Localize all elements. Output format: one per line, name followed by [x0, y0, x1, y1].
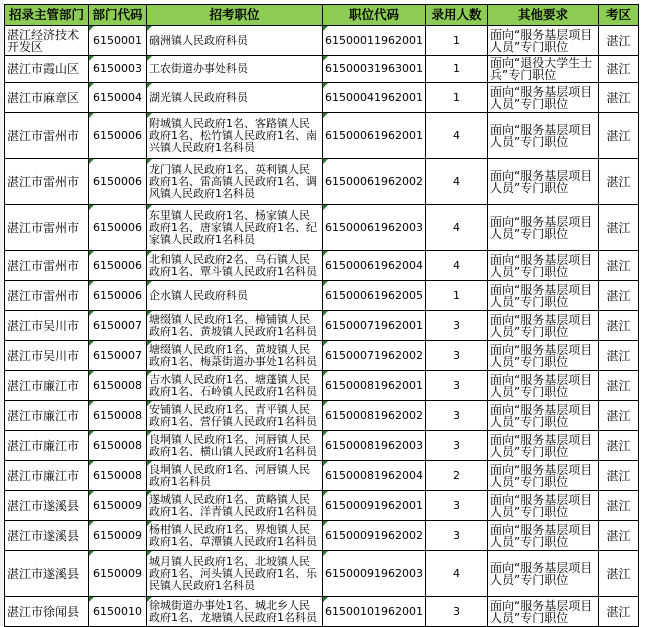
cell-position[interactable]: 龙门镇人民政府1名、英利镇人民政府1名、雷高镇人民政府1名、调风镇人民政府1名科员 [147, 159, 323, 205]
table-row [5, 83, 639, 113]
cell-position-code[interactable]: 61500011962001 [323, 26, 426, 56]
recruitment-table [4, 4, 639, 627]
cell-count[interactable]: 3 [425, 401, 487, 431]
cell-position[interactable]: 杨柑镇人民政府1名、界炮镇人民政府1名、草潭镇人民政府1名科员 [147, 521, 323, 551]
cell-position-code[interactable]: 61500081962003 [323, 431, 426, 461]
cell-count[interactable]: 4 [425, 251, 487, 281]
cell-dept-code[interactable]: 6150006 [89, 113, 147, 159]
table-row [5, 341, 639, 371]
cell-count[interactable]: 3 [425, 431, 487, 461]
cell-requirements[interactable]: 面向“退役大学生士兵”专门职位 [487, 56, 598, 83]
cell-dept[interactable]: 湛江市吴川市 [5, 311, 89, 341]
cell-position[interactable]: 东里镇人民政府1名、杨家镇人民政府1名、唐家镇人民政府1名、纪家镇人民政府1名科员 [147, 205, 323, 251]
cell-position[interactable]: 湖光镇人民政府科员 [147, 83, 323, 113]
cell-requirements[interactable]: 面向“服务基层项目人员”专门职位 [487, 401, 598, 431]
table-row [5, 491, 639, 521]
cell-count[interactable]: 3 [425, 371, 487, 401]
header-position-code[interactable]: 职位代码 [323, 5, 426, 26]
cell-requirements[interactable]: 面向“服务基层项目人员”专门职位 [487, 83, 598, 113]
cell-position[interactable]: 硇洲镇人民政府科员 [147, 26, 323, 56]
cell-position-code[interactable]: 61500101962001 [323, 597, 426, 627]
cell-position[interactable]: 北和镇人民政府2名、乌石镇人民政府1名、覃斗镇人民政府1名科员 [147, 251, 323, 281]
cell-area[interactable]: 湛江 [598, 159, 638, 205]
cell-requirements[interactable]: 面向“服务基层项目人员”专门职位 [487, 341, 598, 371]
cell-dept[interactable]: 湛江市廉江市 [5, 401, 89, 431]
cell-area[interactable]: 湛江 [598, 491, 638, 521]
cell-dept[interactable]: 湛江市雷州市 [5, 159, 89, 205]
cell-dept[interactable]: 湛江市遂溪县 [5, 551, 89, 597]
header-dept-code[interactable]: 部门代码 [89, 5, 147, 26]
cell-dept[interactable]: 湛江市廉江市 [5, 461, 89, 491]
cell-count[interactable]: 2 [425, 461, 487, 491]
cell-position-code[interactable]: 61500091962002 [323, 521, 426, 551]
cell-count[interactable]: 4 [425, 159, 487, 205]
cell-count[interactable]: 3 [425, 597, 487, 627]
cell-position-code[interactable]: 61500061962002 [323, 159, 426, 205]
cell-position[interactable]: 徐城街道办事处1名、城北乡人民政府1名、龙塘镇人民政府1名科员 [147, 597, 323, 627]
cell-area[interactable]: 湛江 [598, 521, 638, 551]
cell-dept-code[interactable]: 6150009 [89, 491, 147, 521]
cell-count[interactable]: 1 [425, 56, 487, 83]
cell-dept[interactable]: 湛江市吴川市 [5, 341, 89, 371]
cell-requirements[interactable]: 面向“服务基层项目人员”专门职位 [487, 597, 598, 627]
cell-position[interactable]: 良垌镇人民政府1名、河唇镇人民政府1名科员 [147, 461, 323, 491]
cell-area[interactable]: 湛江 [598, 113, 638, 159]
table-row [5, 281, 639, 311]
cell-dept-code[interactable]: 6150009 [89, 551, 147, 597]
table-row [5, 26, 639, 56]
cell-requirements[interactable]: 面向“服务基层项目人员”专门职位 [487, 371, 598, 401]
cell-area[interactable]: 湛江 [598, 431, 638, 461]
table-row [5, 251, 639, 281]
cell-dept[interactable]: 湛江市雷州市 [5, 281, 89, 311]
cell-requirements[interactable]: 面向“服务基层项目人员”专门职位 [487, 521, 598, 551]
cell-dept[interactable]: 湛江市廉江市 [5, 431, 89, 461]
cell-dept[interactable]: 湛江市麻章区 [5, 83, 89, 113]
cell-position[interactable]: 工农街道办事处科员 [147, 56, 323, 83]
table-row [5, 521, 639, 551]
table-row [5, 597, 639, 627]
cell-dept-code[interactable]: 6150008 [89, 461, 147, 491]
cell-count[interactable]: 4 [425, 205, 487, 251]
cell-requirements[interactable]: 面向“服务基层项目人员”专门职位 [487, 281, 598, 311]
cell-position-code[interactable]: 61500061962003 [323, 205, 426, 251]
cell-count[interactable]: 3 [425, 341, 487, 371]
cell-area[interactable]: 湛江 [598, 461, 638, 491]
cell-dept[interactable]: 湛江市雷州市 [5, 113, 89, 159]
cell-requirements[interactable]: 面向“服务基层项目人员”专门职位 [487, 26, 598, 56]
cell-area[interactable]: 湛江 [598, 341, 638, 371]
cell-dept-code[interactable]: 6150008 [89, 431, 147, 461]
cell-requirements[interactable]: 面向“服务基层项目人员”专门职位 [487, 461, 598, 491]
cell-count[interactable]: 3 [425, 491, 487, 521]
cell-dept[interactable]: 湛江市廉江市 [5, 371, 89, 401]
cell-count[interactable]: 4 [425, 551, 487, 597]
table-row [5, 159, 639, 205]
cell-count[interactable]: 1 [425, 281, 487, 311]
cell-area[interactable]: 湛江 [598, 311, 638, 341]
cell-area[interactable]: 湛江 [598, 83, 638, 113]
cell-dept-code[interactable]: 6150008 [89, 371, 147, 401]
cell-position-code[interactable]: 61500061962004 [323, 251, 426, 281]
cell-position[interactable]: 塘缀镇人民政府1名、樟铺镇人民政府1名、黄坡镇人民政府1名科员 [147, 311, 323, 341]
sheet-row-gutter [0, 0, 3, 627]
cell-position-code[interactable]: 61500091962003 [323, 551, 426, 597]
cell-requirements[interactable]: 面向“服务基层项目人员”专门职位 [487, 431, 598, 461]
cell-dept[interactable]: 湛江市霞山区 [5, 56, 89, 83]
cell-area[interactable]: 湛江 [598, 597, 638, 627]
table-row [5, 205, 639, 251]
cell-dept-code[interactable]: 6150006 [89, 281, 147, 311]
cell-area[interactable]: 湛江 [598, 401, 638, 431]
cell-position[interactable]: 城月镇人民政府1名、北坡镇人民政府1名、河头镇人民政府1名、乐民镇人民政府1名科员 [147, 551, 323, 597]
cell-position-code[interactable]: 61500081962002 [323, 401, 426, 431]
cell-position-code[interactable]: 61500061962005 [323, 281, 426, 311]
table-row [5, 551, 639, 597]
cell-count[interactable]: 3 [425, 521, 487, 551]
cell-position[interactable]: 附城镇人民政府1名、客路镇人民政府1名、松竹镇人民政府1名、南兴镇人民政府1名科员 [147, 113, 323, 159]
table-row [5, 371, 639, 401]
cell-position-code[interactable]: 61500031963001 [323, 56, 426, 83]
cell-position[interactable]: 安铺镇人民政府1名、青平镇人民政府1名、营仔镇人民政府1名科员 [147, 401, 323, 431]
cell-dept[interactable]: 湛江市遂溪县 [5, 521, 89, 551]
cell-position[interactable]: 吉水镇人民政府1名、塘蓬镇人民政府1名、石岭镇人民政府1名科员 [147, 371, 323, 401]
cell-area[interactable]: 湛江 [598, 551, 638, 597]
cell-count[interactable]: 1 [425, 26, 487, 56]
cell-dept[interactable]: 湛江经济技术开发区 [5, 26, 89, 56]
cell-dept-code[interactable]: 6150006 [89, 251, 147, 281]
table-row [5, 56, 639, 83]
cell-dept-code[interactable]: 6150003 [89, 56, 147, 83]
cell-dept-code[interactable]: 6150007 [89, 341, 147, 371]
cell-position-code[interactable]: 61500071962001 [323, 311, 426, 341]
cell-dept-code[interactable]: 6150009 [89, 521, 147, 551]
header-dept[interactable]: 招录主管部门 [5, 5, 89, 26]
cell-position-code[interactable]: 61500081962004 [323, 461, 426, 491]
cell-requirements[interactable]: 面向“服务基层项目人员”专门职位 [487, 113, 598, 159]
header-area[interactable]: 考区 [598, 5, 638, 26]
cell-dept-code[interactable]: 6150006 [89, 159, 147, 205]
table-row [5, 401, 639, 431]
table-body [5, 26, 639, 627]
header-count[interactable]: 录用人数 [425, 5, 487, 26]
cell-position[interactable]: 遂城镇人民政府1名、黄略镇人民政府1名、洋青镇人民政府1名科员 [147, 491, 323, 521]
cell-requirements[interactable]: 面向“服务基层项目人员”专门职位 [487, 251, 598, 281]
cell-count[interactable]: 4 [425, 113, 487, 159]
cell-count[interactable]: 3 [425, 311, 487, 341]
cell-requirements[interactable]: 面向“服务基层项目人员”专门职位 [487, 311, 598, 341]
cell-area[interactable]: 湛江 [598, 251, 638, 281]
cell-dept-code[interactable]: 6150007 [89, 311, 147, 341]
cell-dept-code[interactable]: 6150004 [89, 83, 147, 113]
table-row [5, 461, 639, 491]
cell-position[interactable]: 塘缀镇人民政府1名、黄坡镇人民政府1名、梅菉街道办事处1名科员 [147, 341, 323, 371]
cell-requirements[interactable]: 面向“服务基层项目人员”专门职位 [487, 491, 598, 521]
header-requirements[interactable]: 其他要求 [487, 5, 598, 26]
cell-dept[interactable]: 湛江市遂溪县 [5, 491, 89, 521]
table-row [5, 113, 639, 159]
table-row [5, 431, 639, 461]
cell-position-code[interactable]: 61500061962001 [323, 113, 426, 159]
cell-dept[interactable]: 湛江市雷州市 [5, 251, 89, 281]
cell-position[interactable]: 良垌镇人民政府1名、河唇镇人民政府1名、横山镇人民政府1名科员 [147, 431, 323, 461]
table-row [5, 311, 639, 341]
cell-requirements[interactable]: 面向“服务基层项目人员”专门职位 [487, 159, 598, 205]
cell-dept-code[interactable]: 6150001 [89, 26, 147, 56]
cell-area[interactable]: 湛江 [598, 26, 638, 56]
cell-dept-code[interactable]: 6150006 [89, 205, 147, 251]
cell-count[interactable]: 1 [425, 83, 487, 113]
cell-position-code[interactable]: 61500071962002 [323, 341, 426, 371]
cell-area[interactable]: 湛江 [598, 281, 638, 311]
header-position[interactable]: 招考职位 [147, 5, 323, 26]
cell-requirements[interactable]: 面向“服务基层项目人员”专门职位 [487, 551, 598, 597]
cell-dept[interactable]: 湛江市徐闻县 [5, 597, 89, 627]
cell-dept-code[interactable]: 6150008 [89, 401, 147, 431]
cell-area[interactable]: 湛江 [598, 205, 638, 251]
cell-area[interactable]: 湛江 [598, 56, 638, 83]
cell-dept-code[interactable]: 6150010 [89, 597, 147, 627]
header-row [5, 5, 639, 26]
cell-area[interactable]: 湛江 [598, 371, 638, 401]
cell-position[interactable]: 企水镇人民政府科员 [147, 281, 323, 311]
cell-position-code[interactable]: 61500081962001 [323, 371, 426, 401]
cell-requirements[interactable]: 面向“服务基层项目人员”专门职位 [487, 205, 598, 251]
cell-dept[interactable]: 湛江市雷州市 [5, 205, 89, 251]
cell-position-code[interactable]: 61500091962001 [323, 491, 426, 521]
cell-position-code[interactable]: 61500041962001 [323, 83, 426, 113]
